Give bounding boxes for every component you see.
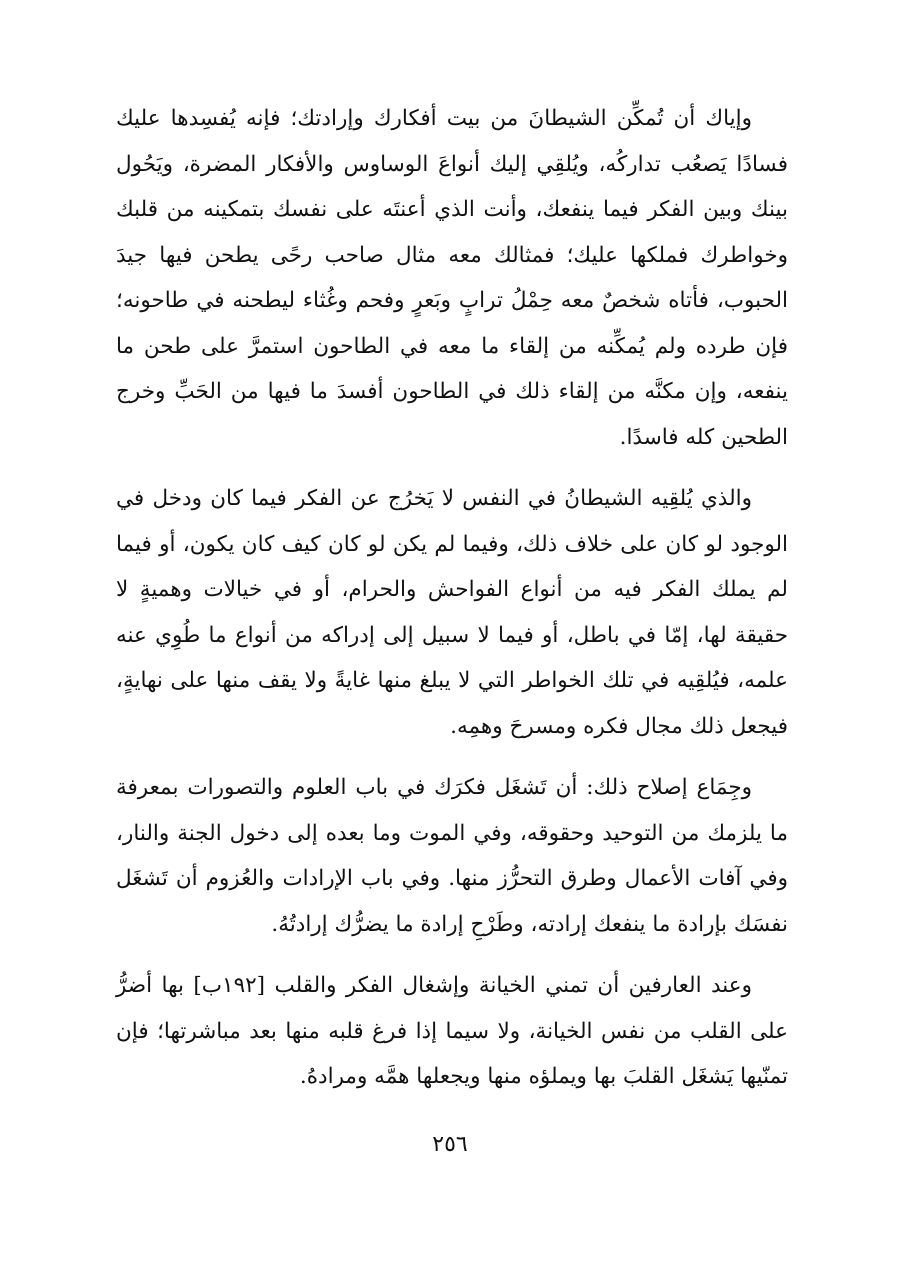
paragraph-4: وعند العارفين أن تمني الخيانة وإشغال الفكر والقلب [١٩٢ب] بها أضرُّ على القلب من نفس الخيانة، ولا سيما إذا فرغ قلبه منها بعد مباشرتها؛ فإن تمنّيها يَشغَل القلبَ بها ويملؤه منها ويجعلها همَّه ومرادهُ. <box>116 973 788 1089</box>
paragraph-3: وجِمَاع إصلاح ذلك: أن تَشغَل فكرَك في باب العلوم والتصورات بمعرفة ما يلزمك من التوحيد وحقوقه، وفي الموت وما بعده إلى دخول الجنة والنار، وفي آفات الأعمال وطرق التحرُّز منها. وفي باب الإرادات والعُزوم أن تَشغَل نفسَك بإرادة ما ينفعك إرادته، وطَرْحِ إرادة ما يضرُّك إرادتُهُ. <box>116 775 788 937</box>
page-body <box>116 96 788 1100</box>
paragraph-2: والذي يُلقِيه الشيطانُ في النفس لا يَخرُج عن الفكر فيما كان ودخل في الوجود لو كان على خلاف ذلك، وفيما لم يكن لو كان كيف كان يكون، أو فيما لم يملك الفكر فيه من أنواع الفواحش والحرام، أو في خيالات وهميةٍ لا حقيقة لها، إمّا في باطل، أو فيما لا سبيل إلى إدراكه من أنواع ما طُوِي عنه علمه، فيُلقِيه في تلك الخواطر التي لا يبلغ منها غايةً ولا يقف منها على نهايةٍ، فيجعل ذلك مجال فكره ومسرحَ وهمِه. <box>116 486 788 739</box>
paragraph-1: وإياك أن تُمكِّن الشيطانَ من بيت أفكارك وإرادتك؛ فإنه يُفسِدها عليك فسادًا يَصعُب تداركُه، ويُلقِي إليك أنواعَ الوساوس والأفكار المضرة، ويَحُول بينك وبين الفكر فيما ينفعك، وأنت الذي أعنتَه على نفسك بتمكينه من قلبك وخواطرك فملكها عليك؛ فمثالك معه مثال صاحب رحًى يطحن فيها جيدَ الحبوب، فأتاه شخصٌ معه حِمْلُ ترابٍ وبَعرٍ وفحم وغُثاء ليطحنه في طاحونه؛ فإن طرده ولم يُمكِّنه من إلقاء ما معه في الطاحون استمرَّ على طحن ما ينفعه، وإن مكنَّه من إلقاء ذلك في الطاحون أفسدَ ما فيها من الحَبِّ وخرج الطحين كله فاسدًا. <box>116 106 788 450</box>
page-number: ٢٥٦ <box>432 1132 468 1157</box>
